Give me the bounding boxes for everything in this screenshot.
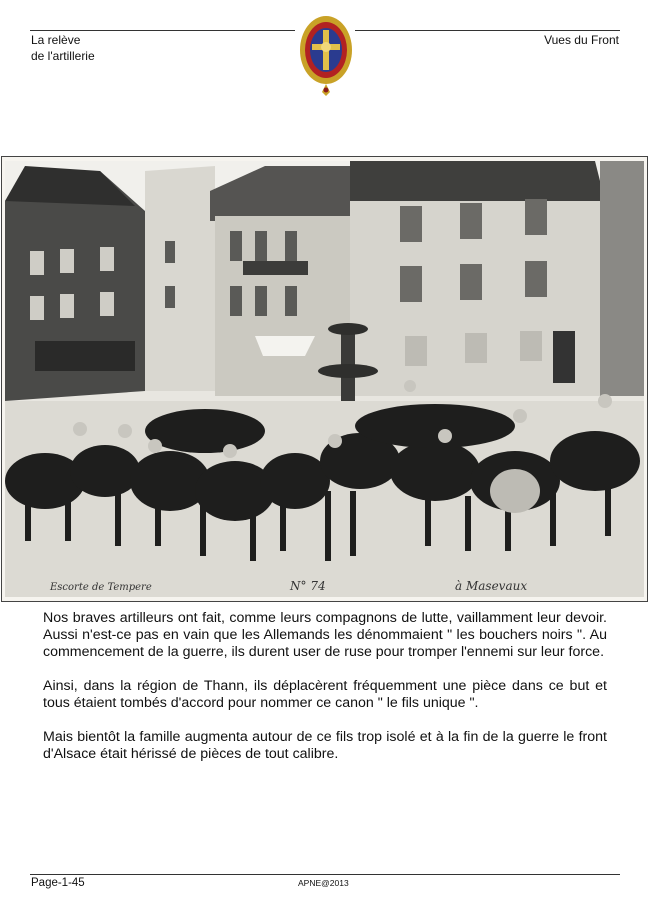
header-section: Vues du Front: [544, 33, 619, 47]
header-title: [31, 32, 95, 64]
header-rule-left: [30, 30, 295, 31]
photo-artillery-scene: [5, 161, 644, 597]
photo-caption-left: Escorte de Tempere: [50, 582, 152, 593]
header-title-line1: La relève: [31, 33, 81, 47]
paragraph-3: Mais bientôt la famille augmenta autour de ce fils trop isolé et à la fin de la guerre le front d'Alsace était hérissé de pièces de tout calibre.: [43, 729, 607, 762]
article-body: [43, 610, 607, 780]
header-title-line2: de l'artillerie: [31, 49, 95, 63]
copyright: APNE@2013: [298, 878, 349, 888]
photo-caption-right: à Masevaux: [455, 579, 528, 593]
paragraph-1: Nos braves artilleurs ont fait, comme leurs compagnons de lutte, vaillamment leur devoir. Aussi n'est-ce pas en vain que les Allemands les dénommaient " les bouchers noirs ". Au commencement de la guerre, ils durent user de ruse pour tromper l'ennemi sur leur force.: [43, 610, 607, 660]
page-number: Page-1-45: [31, 877, 85, 889]
photo-caption-number: N° 74: [290, 579, 326, 593]
archive-photograph: [1, 156, 648, 602]
coat-of-arms-icon: [298, 14, 354, 98]
paragraph-2: Ainsi, dans la région de Thann, ils déplacèrent fréquemment une pièce dans ce but et tous étaient tombés d'accord pour nommer ce canon " le fils unique ".: [43, 678, 607, 711]
footer-rule: [30, 874, 620, 875]
header-rule-right: [355, 30, 620, 31]
